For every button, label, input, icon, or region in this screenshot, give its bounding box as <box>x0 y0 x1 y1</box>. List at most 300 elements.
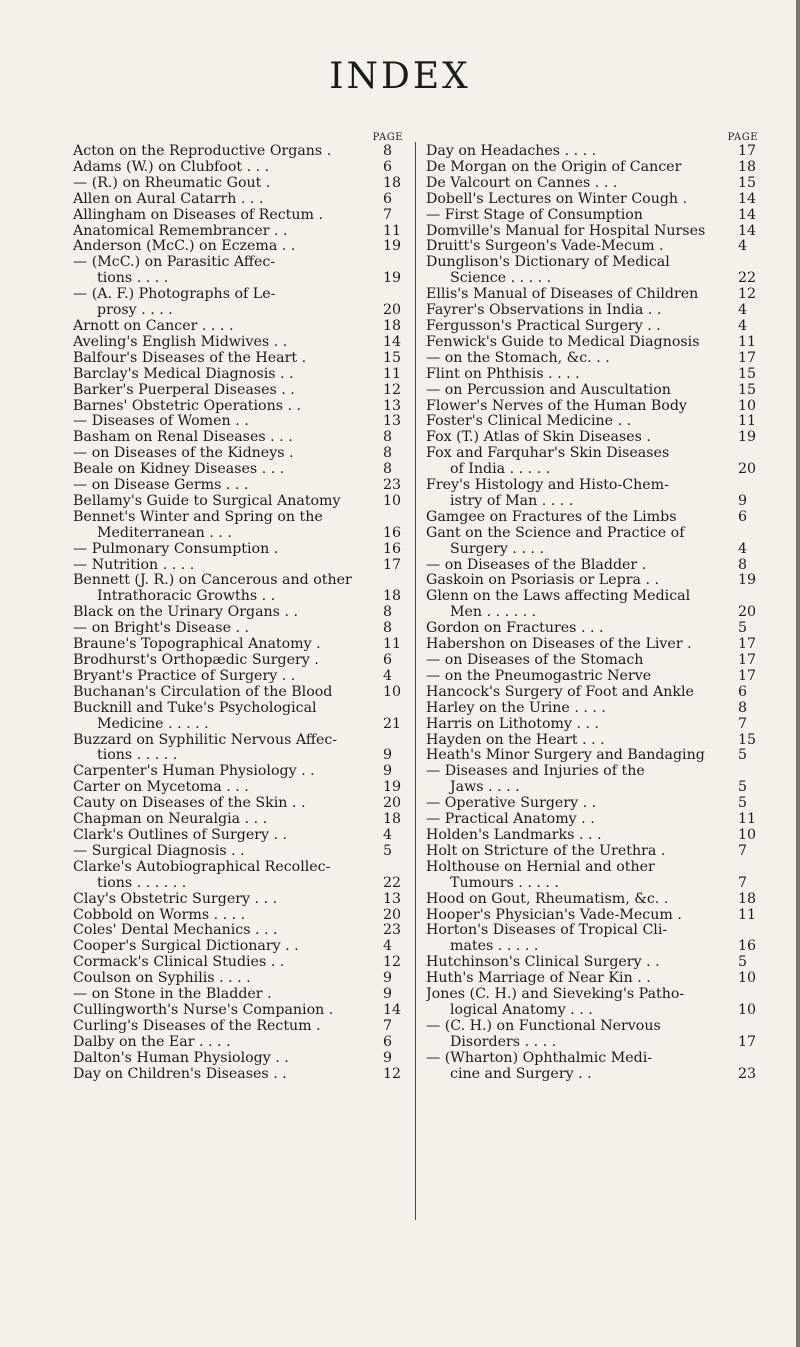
index-entry-page: 19 <box>383 270 402 287</box>
index-entry-page: 6 <box>383 158 393 175</box>
index-entry-text: Aveling's English Midwives . . <box>73 334 288 350</box>
index-entry-text: Harley on the Urine . . . . <box>426 700 606 716</box>
index-entry <box>73 860 403 892</box>
index-entry <box>426 478 758 510</box>
index-entry-page: 19 <box>738 429 757 446</box>
index-entry-page: 17 <box>738 1033 757 1050</box>
index-entry-text: logical Anatomy . . . <box>450 1002 593 1018</box>
index-entry-page: 12 <box>383 954 402 971</box>
index-entries-right <box>426 144 758 1082</box>
index-entry-line <box>73 589 403 605</box>
index-entry-text: Allen on Aural Catarrh . . . <box>73 191 264 207</box>
index-entry <box>426 367 758 383</box>
index-entry-text: Brodhurst's Orthopædic Surgery . <box>73 653 319 668</box>
index-entry-page: 21 <box>383 715 402 732</box>
index-entry-text: Curling's Diseases of the Rectum . <box>73 1018 321 1034</box>
index-entry-text: Medicine . . . . . <box>97 716 209 732</box>
index-entry-line <box>426 876 758 892</box>
index-entry-line <box>73 1067 403 1083</box>
index-entry-line <box>426 780 758 796</box>
index-entry-text: Coulson on Syphilis . . . . <box>73 971 251 987</box>
index-entry <box>73 399 403 415</box>
index-entry-line <box>426 701 758 717</box>
index-entry-line <box>73 844 403 860</box>
index-entry-page: 8 <box>738 699 748 716</box>
index-entry-line <box>73 1051 403 1067</box>
index-entry-page: 18 <box>738 890 757 907</box>
index-entry-text: Intrathoracic Growths . . <box>97 589 276 605</box>
index-entry-text: Bennett (J. R.) on Cancerous and other <box>73 573 352 589</box>
index-entry-line <box>426 923 758 939</box>
index-entry-page: 9 <box>383 1049 393 1066</box>
index-entry <box>73 923 403 939</box>
index-entry-text: Cooper's Surgical Dictionary . . <box>73 939 299 955</box>
index-entry-text: De Valcourt on Cannes . . . <box>426 175 618 191</box>
index-entry-text: — Pulmonary Consumption . <box>73 541 279 557</box>
index-entry-line <box>73 812 403 828</box>
index-entry-text: cine and Surgery . . <box>450 1066 592 1082</box>
index-column-left <box>73 132 403 1082</box>
index-entry-text: tions . . . . <box>97 271 169 287</box>
index-entry-line <box>73 908 403 924</box>
index-entry-text: Gamgee on Fractures of the Limbs <box>426 509 677 525</box>
index-entry-line <box>426 892 758 908</box>
index-entry <box>426 860 758 892</box>
index-entry-line <box>73 271 403 287</box>
index-entry-page: 10 <box>383 683 402 700</box>
index-entry <box>426 717 758 733</box>
index-entry-line <box>426 446 758 462</box>
index-entry <box>426 239 758 255</box>
index-entry-text: — Diseases and Injuries of the <box>426 764 645 780</box>
index-entry-text: Jones (C. H.) and Sieveking's Patho- <box>426 987 685 1003</box>
index-entry-text: Habershon on Diseases of the Liver . <box>426 637 692 653</box>
index-entry-text: — on the Pneumogastric Nerve <box>426 668 652 684</box>
index-entry-line <box>426 987 758 1003</box>
index-entry-text: — on Bright's Disease . . <box>73 621 250 637</box>
index-entry-page: 6 <box>738 508 748 525</box>
index-entry-line <box>73 876 403 892</box>
index-entry-page: 9 <box>383 763 393 780</box>
index-entry <box>73 160 403 176</box>
index-entry-text: Carter on Mycetoma . . . <box>73 780 249 796</box>
index-entry-line <box>73 160 403 176</box>
index-entry <box>73 971 403 987</box>
index-entry-line <box>73 573 403 589</box>
index-entry-line <box>426 510 758 526</box>
index-entry-page: 18 <box>738 158 757 175</box>
index-entry-text: Frey's Histology and Histo-Chem- <box>426 478 669 494</box>
index-entry-page: 11 <box>738 906 757 923</box>
index-entry-line <box>73 335 403 351</box>
index-entry-text: Bryant's Practice of Surgery . . <box>73 668 296 684</box>
index-entry-page: 20 <box>738 461 757 478</box>
index-entry-page: 18 <box>383 317 402 334</box>
index-entry-text: Cauty on Diseases of the Skin . . <box>73 796 306 812</box>
index-entry-page: 17 <box>738 652 757 668</box>
index-entry <box>426 414 758 430</box>
index-entry <box>426 255 758 287</box>
index-entry-line <box>426 239 758 255</box>
index-entry-page: 12 <box>383 381 402 398</box>
index-entry-text: Cobbold on Worms . . . . <box>73 907 246 923</box>
index-entry <box>73 1003 403 1019</box>
index-entry-page: 7 <box>738 874 748 891</box>
index-entry-text: — Diseases of Women . . <box>73 414 249 430</box>
index-entry <box>426 764 758 796</box>
index-entry-text: — on Diseases of the Kidneys . <box>73 446 294 462</box>
index-entry-text: Dunglison's Dictionary of Medical <box>426 255 670 271</box>
index-entry-line <box>426 208 758 224</box>
page-column-heading: PAGE <box>727 132 758 143</box>
index-entry-line <box>73 621 403 637</box>
index-entry-line <box>73 748 403 764</box>
index-entry-page: 8 <box>383 429 393 446</box>
index-entry-line <box>73 701 403 717</box>
index-entry-line <box>426 653 758 669</box>
index-entry-page: 6 <box>383 652 393 668</box>
index-entry-text: — (Wharton) Ophthalmic Medi- <box>426 1050 653 1066</box>
index-entry-page: 7 <box>383 1017 393 1034</box>
index-entry-text: Hooper's Physician's Vade-Mecum . <box>426 907 682 923</box>
index-entry-text: Gordon on Fractures . . . <box>426 621 604 637</box>
index-entry-text: — on Diseases of the Stomach <box>426 653 644 668</box>
index-entry-text: — (McC.) on Parasitic Affec- <box>73 255 276 271</box>
index-entry-line <box>426 844 758 860</box>
index-entry <box>73 573 403 605</box>
index-entry-text: — on Stone in the Bladder . <box>73 987 272 1003</box>
index-entry <box>426 828 758 844</box>
index-entry-text: Balfour's Diseases of the Heart . <box>73 350 307 366</box>
index-entry <box>426 701 758 717</box>
index-entry-page: 8 <box>383 461 393 478</box>
index-entry-text: Allingham on Diseases of Rectum . <box>73 207 323 223</box>
index-entry-text: Barclay's Medical Diagnosis . . <box>73 366 294 382</box>
index-entry-line <box>73 558 403 574</box>
index-entry-line <box>73 1003 403 1019</box>
index-entry-page: 4 <box>738 302 748 319</box>
index-entry <box>73 1035 403 1051</box>
index-entry-page: 19 <box>383 238 402 255</box>
page-title: INDEX <box>329 56 471 97</box>
index-entry-page: 17 <box>738 636 757 653</box>
index-entry <box>73 430 403 446</box>
index-entry-page: 17 <box>383 556 402 573</box>
index-entry-line <box>426 478 758 494</box>
index-entry-line <box>426 399 758 415</box>
index-entry-page: 20 <box>383 906 402 923</box>
index-entry-line <box>426 224 758 240</box>
index-entry-line <box>73 239 403 255</box>
index-entry-page: 4 <box>738 238 748 255</box>
index-entry-line <box>426 733 758 749</box>
index-entry-page: 5 <box>738 795 748 812</box>
index-entry-page: 4 <box>738 317 748 334</box>
index-entry-line <box>73 367 403 383</box>
index-entry-line <box>73 399 403 415</box>
index-entry <box>73 605 403 621</box>
index-entry-text: Beale on Kidney Diseases . . . <box>73 462 285 478</box>
index-entry <box>73 351 403 367</box>
index-entry-line <box>426 351 758 367</box>
index-entry-text: prosy . . . . <box>97 303 173 319</box>
index-entry-page: 8 <box>383 143 393 159</box>
index-entry-text: Heath's Minor Surgery and Bandaging <box>426 748 705 764</box>
index-entry <box>426 796 758 812</box>
index-entry-text: Anderson (McC.) on Eczema . . <box>73 239 296 255</box>
index-entry <box>73 828 403 844</box>
index-entry-page: 8 <box>738 556 748 573</box>
index-entry-text: Cormack's Clinical Studies . . <box>73 955 285 971</box>
index-entry-page: 10 <box>738 826 757 843</box>
index-entry-line <box>73 892 403 908</box>
index-entry-text: Flint on Phthisis . . . . <box>426 366 580 382</box>
index-entry-line <box>73 542 403 558</box>
index-entry-line <box>73 987 403 1003</box>
index-entry-text: — (R.) on Rheumatic Gout . <box>73 175 271 191</box>
index-entry-line <box>426 621 758 637</box>
index-entry-page: 14 <box>738 222 757 239</box>
index-entry-text: Huth's Marriage of Near Kin . . <box>426 971 651 987</box>
index-entry-text: Arnott on Cancer . . . . <box>73 318 234 334</box>
index-entry-line <box>426 1035 758 1051</box>
index-entry-text: Surgery . . . . <box>450 541 544 557</box>
index-entry-line <box>73 446 403 462</box>
index-entry-line <box>426 144 758 160</box>
index-entry-page: 17 <box>738 667 757 684</box>
index-entry-line <box>426 589 758 605</box>
index-entry <box>73 446 403 462</box>
index-entry-line <box>426 335 758 351</box>
index-entry-line <box>73 860 403 876</box>
index-entry-line <box>426 605 758 621</box>
index-entry <box>73 319 403 335</box>
index-entry-page: 22 <box>738 270 757 287</box>
index-entry <box>73 462 403 478</box>
index-entry-text: — First Stage of Consumption <box>426 207 643 223</box>
index-entry-line <box>426 971 758 987</box>
index-entry-line <box>426 319 758 335</box>
index-entry-line <box>73 462 403 478</box>
index-entry-page: 13 <box>383 890 402 907</box>
index-entry-line <box>73 478 403 494</box>
index-entry-text: tions . . . . . <box>97 748 178 764</box>
index-entry-page: 5 <box>383 842 393 859</box>
index-entry <box>426 335 758 351</box>
index-entry-text: Clarke's Autobiographical Recollec- <box>73 859 331 875</box>
index-entry <box>73 1051 403 1067</box>
index-entry-text: Gaskoin on Psoriasis or Lepra . . <box>426 573 659 589</box>
index-entry <box>426 558 758 574</box>
index-entry-page: 5 <box>738 747 748 764</box>
index-entry-text: Druitt's Surgeon's Vade-Mecum . <box>426 239 664 255</box>
index-entry-line <box>426 748 758 764</box>
index-entry <box>426 653 758 669</box>
index-entry-line <box>73 939 403 955</box>
index-entry-text: mates . . . . . <box>450 939 539 955</box>
index-entry-page: 9 <box>383 986 393 1003</box>
index-entry <box>73 844 403 860</box>
index-entry-text: Dalton's Human Physiology . . <box>73 1050 289 1066</box>
index-entry-page: 14 <box>738 190 757 207</box>
index-entry <box>426 923 758 955</box>
index-entry <box>73 192 403 208</box>
index-entry-line <box>73 764 403 780</box>
index-entry-page: 18 <box>383 588 402 605</box>
index-entry-text: Carpenter's Human Physiology . . <box>73 764 315 780</box>
index-entry-text: Holden's Landmarks . . . <box>426 827 602 843</box>
index-entry <box>73 494 403 510</box>
index-entry-line <box>426 542 758 558</box>
index-entry-text: Acton on the Reproductive Organs . <box>73 144 332 159</box>
index-entry-line <box>73 414 403 430</box>
index-entry <box>73 764 403 780</box>
index-entry-line <box>73 780 403 796</box>
index-entry <box>426 812 758 828</box>
index-entry-line <box>426 637 758 653</box>
index-entry-text: — Practical Anatomy . . <box>426 812 595 828</box>
index-entry-line <box>426 764 758 780</box>
index-entry-line <box>426 828 758 844</box>
index-entry-text: — on Percussion and Auscultation <box>426 382 671 398</box>
index-entry <box>426 892 758 908</box>
index-entry <box>73 812 403 828</box>
index-entry-text: Coles' Dental Mechanics . . . <box>73 923 278 939</box>
index-entry-page: 15 <box>383 349 402 366</box>
index-entries-left <box>73 144 403 1082</box>
index-entry <box>426 987 758 1019</box>
index-entry-line <box>426 955 758 971</box>
index-entry <box>73 780 403 796</box>
index-entry-page: 20 <box>738 604 757 621</box>
index-entry-page: 11 <box>738 811 757 828</box>
index-entry-line <box>426 573 758 589</box>
index-entry-page: 22 <box>383 874 402 891</box>
index-entry-text: Cullingworth's Nurse's Companion . <box>73 1002 334 1018</box>
index-entry-page: 5 <box>738 779 748 796</box>
index-entry-page: 11 <box>383 636 402 653</box>
index-entry <box>73 796 403 812</box>
index-entry <box>73 733 403 765</box>
index-entry-line <box>73 303 403 319</box>
index-entry <box>73 701 403 733</box>
index-entry-text: Barnes' Obstetric Operations . . <box>73 398 302 414</box>
index-entry <box>73 239 403 255</box>
index-entry-page: 12 <box>383 1065 402 1082</box>
index-entry <box>73 335 403 351</box>
index-entry <box>73 939 403 955</box>
index-entry-page: 13 <box>383 413 402 430</box>
column-divider <box>415 142 416 1220</box>
index-entry-text: Day on Children's Diseases . . <box>73 1066 287 1082</box>
index-entry-text: Bucknill and Tuke's Psychological <box>73 700 317 716</box>
index-entry-page: 7 <box>738 842 748 859</box>
index-entry-text: — Surgical Diagnosis . . <box>73 843 245 859</box>
index-entry-text: Fox and Farquhar's Skin Diseases <box>426 446 670 462</box>
index-entry-page: 9 <box>383 970 393 987</box>
index-entry <box>73 685 403 701</box>
index-entry-line <box>426 1019 758 1035</box>
index-entry <box>73 176 403 192</box>
index-entry-line <box>73 510 403 526</box>
index-entry-line <box>426 192 758 208</box>
index-entry-text: Hancock's Surgery of Foot and Ankle <box>426 684 694 700</box>
index-entry-text: Fox (T.) Atlas of Skin Diseases . <box>426 430 651 446</box>
index-entry-page: 16 <box>383 540 402 557</box>
index-entry-line <box>73 637 403 653</box>
index-entry-page: 10 <box>383 492 402 509</box>
index-entry-line <box>73 828 403 844</box>
index-entry <box>426 287 758 303</box>
index-entry-page: 15 <box>738 174 757 191</box>
index-entry-line <box>73 224 403 240</box>
index-entry-line <box>73 430 403 446</box>
index-entry <box>426 224 758 240</box>
index-entry-text: Mediterranean . . . <box>97 525 232 541</box>
index-entry-text: Jaws . . . . <box>450 780 520 796</box>
index-entry-page: 23 <box>383 477 402 494</box>
index-entry-text: Tumours . . . . . <box>450 875 559 891</box>
index-entry <box>426 685 758 701</box>
index-entry-text: Basham on Renal Diseases . . . <box>73 430 293 446</box>
index-entry-text: Harris on Lithotomy . . . <box>426 716 600 732</box>
index-entry-line <box>426 494 758 510</box>
index-entry <box>426 844 758 860</box>
index-entry-text: Foster's Clinical Medicine . . <box>426 414 632 430</box>
index-entry <box>73 908 403 924</box>
index-entry-page: 5 <box>738 954 748 971</box>
index-entry <box>426 383 758 399</box>
index-entry-line <box>73 1035 403 1051</box>
index-entry-line <box>426 1003 758 1019</box>
index-entry <box>73 542 403 558</box>
index-entry <box>73 653 403 669</box>
index-entry-page: 6 <box>738 683 748 700</box>
index-entry-line <box>426 796 758 812</box>
index-entry-line <box>426 526 758 542</box>
index-entry-line <box>426 176 758 192</box>
index-entry <box>73 224 403 240</box>
index-entry-text: Men . . . . . . <box>450 605 537 621</box>
index-entry-line <box>73 208 403 224</box>
index-entry-text: Fenwick's Guide to Medical Diagnosis <box>426 334 700 350</box>
index-entry-page: 23 <box>738 1065 757 1082</box>
index-entry-line <box>426 287 758 303</box>
index-entry-text: — on the Stomach, &c. . . <box>426 350 610 366</box>
index-entry-page: 4 <box>383 667 393 684</box>
index-entry-page: 17 <box>738 349 757 366</box>
index-entry-page: 15 <box>738 365 757 382</box>
index-entry-line <box>73 971 403 987</box>
index-entry-page: 16 <box>383 524 402 541</box>
page-edge <box>796 0 800 1347</box>
index-entry <box>426 192 758 208</box>
index-entry <box>426 1051 758 1083</box>
index-entry <box>426 319 758 335</box>
index-entry <box>426 303 758 319</box>
index-entry-line <box>426 462 758 478</box>
index-entry-line <box>73 669 403 685</box>
index-column-right <box>426 132 758 1082</box>
index-entry-line <box>426 430 758 446</box>
index-entry-text: — on Diseases of the Bladder . <box>426 557 647 573</box>
index-entry-line <box>73 255 403 271</box>
index-entry <box>426 160 758 176</box>
index-entry-text: Glenn on the Laws affecting Medical <box>426 589 691 605</box>
index-entry-text: Hutchinson's Clinical Surgery . . <box>426 955 660 971</box>
index-entry-text: Disorders . . . . <box>450 1034 557 1050</box>
index-entry-line <box>73 144 403 160</box>
